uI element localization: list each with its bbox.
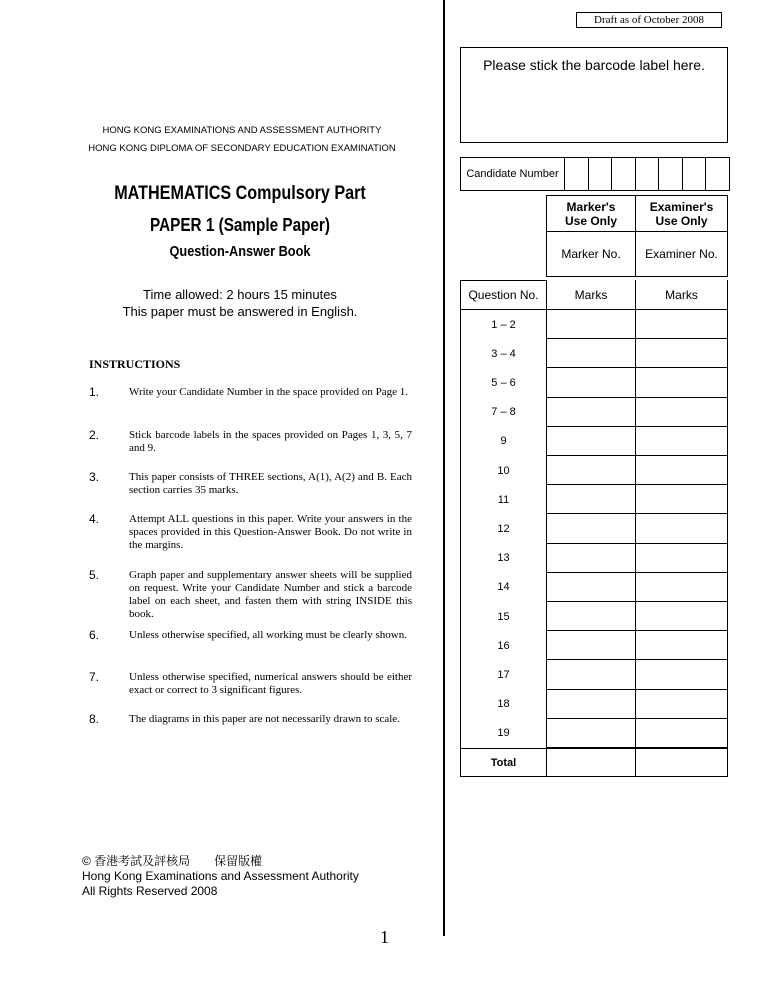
marker-marks-cell[interactable] [546,660,636,689]
marker-marks-cell[interactable] [546,602,636,631]
instruction-text: Unless otherwise specified, all working must be clearly shown. [129,629,407,641]
question-number: 1 – 2 [460,310,546,339]
marker-marks-cell[interactable] [546,339,636,368]
marker-marks-cell[interactable] [546,719,636,748]
marker-marks-cell[interactable] [546,368,636,397]
question-number: 15 [460,602,546,631]
examiner-marks-cell[interactable] [636,456,728,485]
examiner-marks-cell[interactable] [636,690,728,719]
question-number: 18 [460,690,546,719]
marker-marks-header: Marks [546,280,636,310]
subject-title: MATHEMATICS Compulsory Part [114,183,366,204]
examiner-marks-header: Marks [636,280,728,310]
marker-number: Marker No. [546,232,636,277]
question-number: 7 – 8 [460,398,546,427]
examiner-marks-cell[interactable] [636,544,728,573]
marker-marks-cell[interactable] [546,690,636,719]
question-number: 14 [460,573,546,602]
marker-use-header: Marker's Use Only [546,195,636,232]
total-label: Total [460,748,546,777]
marker-marks-cell[interactable] [546,573,636,602]
candidate-digit-box[interactable] [706,158,729,190]
instruction-text: Graph paper and supplementary answer sheets will be supplied on request. Write your Candidate Number and stick a barcode label on each sheet, and fasten them with string INSIDE this book. [129,569,412,620]
barcode-label: Please stick the barcode label here. [483,57,705,73]
instructions-heading: INSTRUCTIONS [89,357,181,371]
question-number: 10 [460,456,546,485]
question-number: 9 [460,427,546,456]
question-number: 12 [460,514,546,543]
candidate-digit-box[interactable] [565,158,589,190]
question-number: 19 [460,719,546,748]
time-allowed: Time allowed: 2 hours 15 minutes [143,287,337,302]
language-note: This paper must be answered in English. [122,304,358,319]
copyright-english: Hong Kong Examinations and Assessment Authority [82,869,359,883]
instruction-number: 8. [89,712,100,726]
instruction-text: Unless otherwise specified, numerical answers should be either exact or correct to 3 significant figures. [129,671,412,696]
examiner-marks-cell[interactable] [636,310,728,339]
instruction-number: 3. [89,470,100,484]
examiner-total-cell[interactable] [636,748,728,777]
copyright-block [82,854,359,899]
examiner-marks-cell[interactable] [636,631,728,660]
question-number: 16 [460,631,546,660]
question-no-header: Question No. [460,280,546,310]
authority-name: HONG KONG EXAMINATIONS AND ASSESSMENT AUTHORITY [102,125,382,136]
marker-marks-cell[interactable] [546,514,636,543]
examiner-marks-cell[interactable] [636,573,728,602]
exam-name: HONG KONG DIPLOMA OF SECONDARY EDUCATION EXAMINATION [88,143,396,154]
candidate-number-label: Candidate Number [461,158,565,190]
instruction-text: Attempt ALL questions in this paper. Write your answers in the spaces provided in this Question-Answer Book. Do not write in the margins. [129,513,412,551]
instruction-number: 7. [89,670,100,684]
center-divider [443,0,445,936]
examiner-marks-cell[interactable] [636,514,728,543]
candidate-digit-box[interactable] [659,158,683,190]
instruction-number: 1. [89,385,100,399]
rights-reserved: All Rights Reserved 2008 [82,884,218,898]
examiner-marks-cell[interactable] [636,602,728,631]
instruction-text: Write your Candidate Number in the space provided on Page 1. [129,386,409,398]
marker-total-cell[interactable] [546,748,636,777]
candidate-digit-box[interactable] [589,158,613,190]
barcode-box [460,47,728,143]
instruction-text: This paper consists of THREE sections, A(1), A(2) and B. Each section carries 35 marks. [129,471,412,496]
question-number: 5 – 6 [460,368,546,397]
examiner-use-header: Examiner's Use Only [636,195,728,232]
marker-marks-cell[interactable] [546,427,636,456]
examiner-marks-cell[interactable] [636,368,728,397]
question-number: 17 [460,660,546,689]
examiner-marks-cell[interactable] [636,719,728,748]
candidate-digit-box[interactable] [612,158,636,190]
marker-marks-cell[interactable] [546,631,636,660]
draft-note: Draft as of October 2008 [576,12,722,28]
examiner-marks-cell[interactable] [636,398,728,427]
paper-title: PAPER 1 (Sample Paper) [150,215,330,235]
question-number: 3 – 4 [460,339,546,368]
book-title: Question-Answer Book [169,243,311,260]
candidate-number-box [460,157,730,191]
examiner-marks-cell[interactable] [636,485,728,514]
question-number: 13 [460,544,546,573]
examiner-number: Examiner No. [636,232,728,277]
candidate-digit-box[interactable] [636,158,660,190]
instruction-text: The diagrams in this paper are not necessarily drawn to scale. [129,713,400,725]
candidate-digit-box[interactable] [683,158,707,190]
question-number: 11 [460,485,546,514]
instruction-number: 2. [89,428,100,442]
marker-marks-cell[interactable] [546,485,636,514]
instruction-text: Stick barcode labels in the spaces provided on Pages 1, 3, 5, 7 and 9. [129,429,412,454]
instruction-number: 5. [89,568,100,582]
instruction-number: 6. [89,628,100,642]
instruction-number: 4. [89,512,100,526]
page-number: 1 [380,927,389,947]
examiner-marks-cell[interactable] [636,339,728,368]
examiner-marks-cell[interactable] [636,427,728,456]
marker-marks-cell[interactable] [546,544,636,573]
marker-marks-cell[interactable] [546,456,636,485]
copyright-chinese: © 香港考試及評核局 保留版權 [82,854,263,868]
examiner-marks-cell[interactable] [636,660,728,689]
marker-marks-cell[interactable] [546,310,636,339]
marker-marks-cell[interactable] [546,398,636,427]
